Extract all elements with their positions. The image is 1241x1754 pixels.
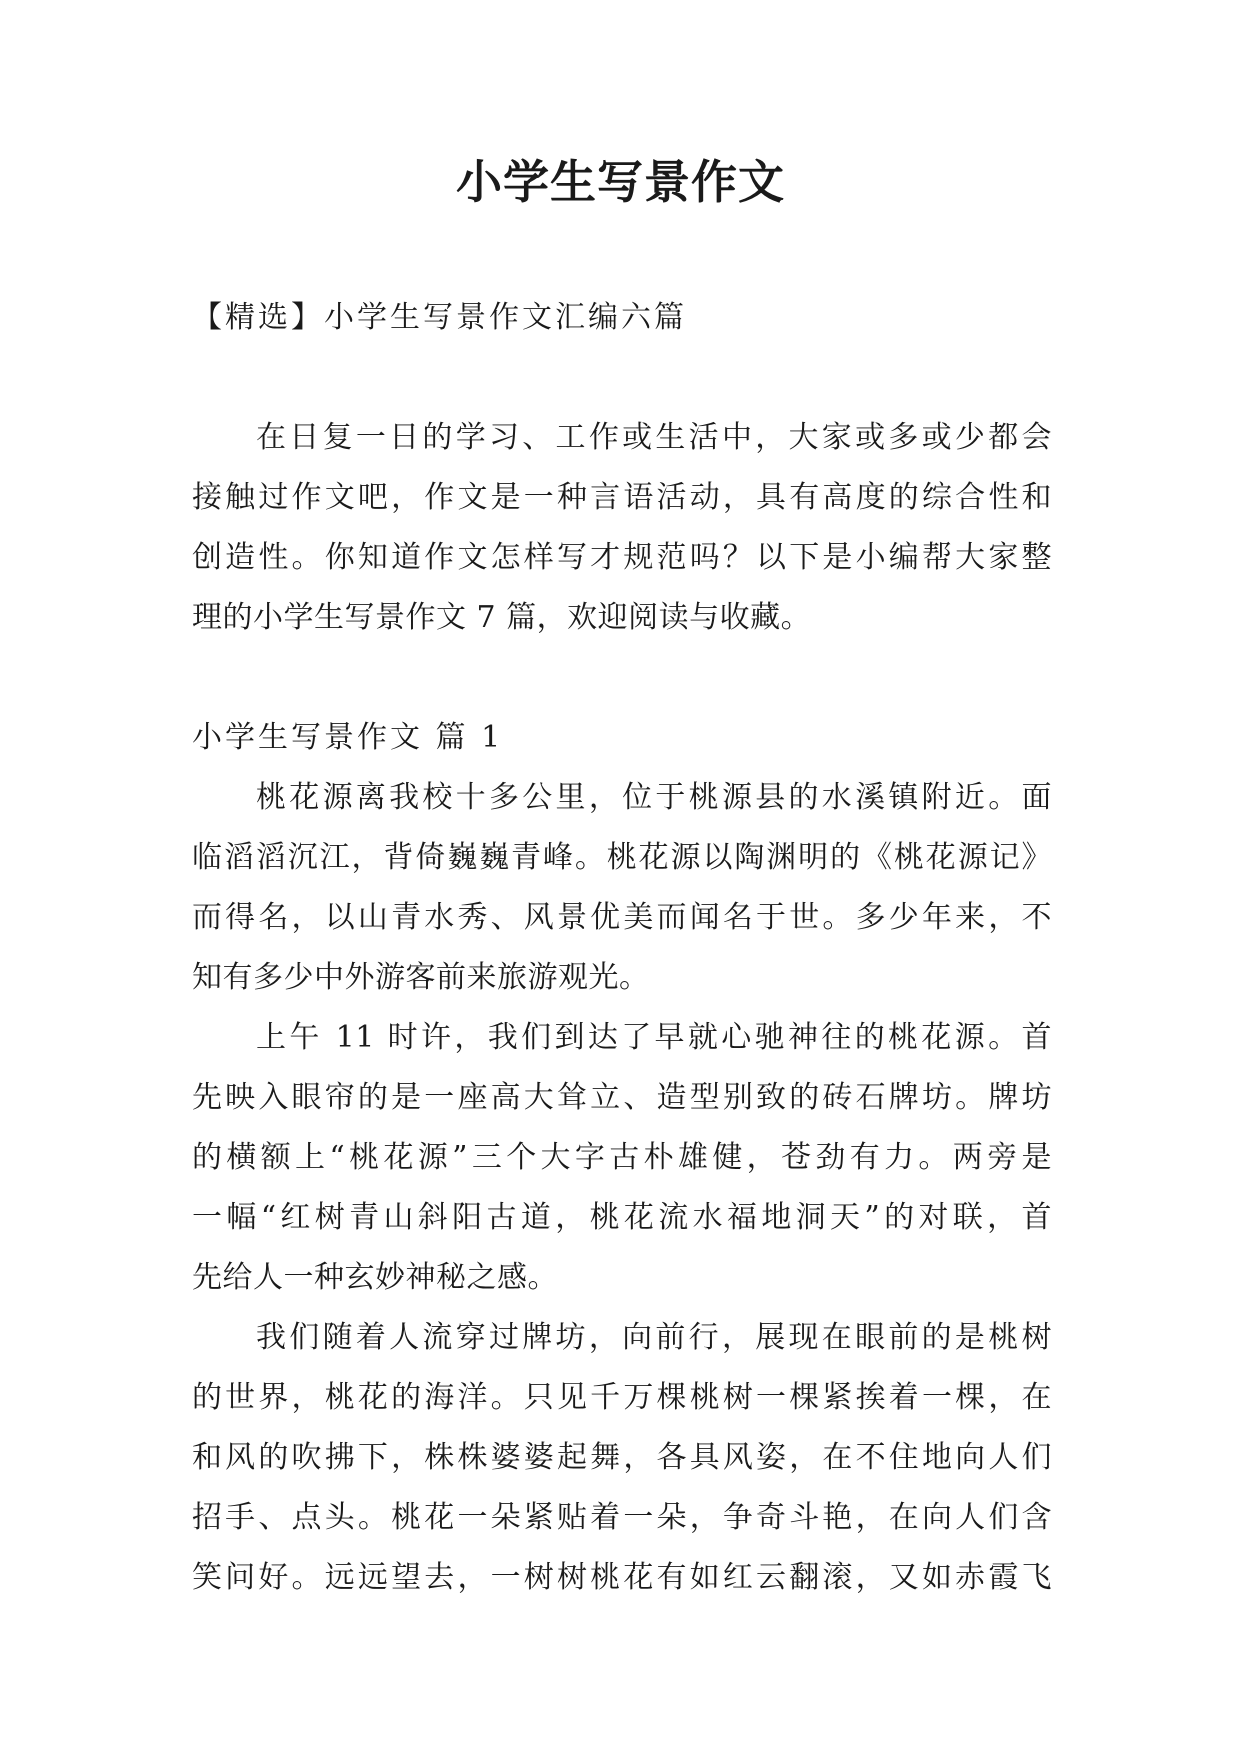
intro-paragraph [192,408,1052,648]
paragraph-line: 先映入眼帘的是一座高大耸立、造型别致的砖石牌坊。牌坊 [192,1080,1052,1115]
paragraph-line: 而得名，以山青水秀、风景优美而闻名于世。多少年来，不 [192,900,1052,935]
spacer [192,348,1052,408]
paragraph-line: 先给人一种玄妙神秘之感。 [192,1260,558,1295]
paragraph-line: 的横额上“桃花源”三个大字古朴雄健，苍劲有力。两旁是 [192,1140,1052,1175]
paragraph-line: 一幅“红树青山斜阳古道，桃花流水福地洞天”的对联，首 [192,1200,1052,1235]
paragraph-line: 接触过作文吧，作文是一种言语活动，具有高度的综合性和 [192,480,1052,515]
paragraph-line: 桃花源离我校十多公里，位于桃源县的水溪镇附近。面 [256,780,1052,815]
paragraph-1 [192,768,1052,1008]
paragraph-line: 临滔滔沉江，背倚巍巍青峰。桃花源以陶渊明的《桃花源记》 [192,840,1052,875]
document-subtitle: 【精选】小学生写景作文汇编六篇 [192,300,687,335]
document-title: 小学生写景作文 [456,155,785,209]
paragraph-line: 上午 11 时许，我们到达了早就心驰神往的桃花源。首 [256,1020,1052,1055]
paragraph-2 [192,1008,1052,1308]
paragraph-line: 在日复一日的学习、工作或生活中，大家或多或少都会 [256,420,1052,455]
paragraph-line: 招手、点头。桃花一朵紧贴着一朵，争奇斗艳，在向人们含 [192,1500,1052,1535]
paragraph-line: 创造性。你知道作文怎样写才规范吗？以下是小编帮大家整 [192,540,1052,575]
paragraph-line: 的世界，桃花的海洋。只见千万棵桃树一棵紧挨着一棵，在 [192,1380,1052,1415]
paragraph-3 [192,1308,1052,1608]
paragraph-line: 知有多少中外游客前来旅游观光。 [192,960,650,995]
document-body [192,288,1052,1608]
paragraph-line: 和风的吹拂下，株株婆婆起舞，各具风姿，在不住地向人们 [192,1440,1052,1475]
spacer [192,648,1052,708]
paragraph-line: 我们随着人流穿过牌坊，向前行，展现在眼前的是桃树 [256,1320,1052,1355]
section-heading: 小学生写景作文 篇 1 [192,720,504,755]
paragraph-line: 理的小学生写景作文 7 篇，欢迎阅读与收藏。 [192,600,812,635]
paragraph-line: 笑问好。远远望去，一树树桃花有如红云翻滚，又如赤霞飞 [192,1560,1052,1595]
